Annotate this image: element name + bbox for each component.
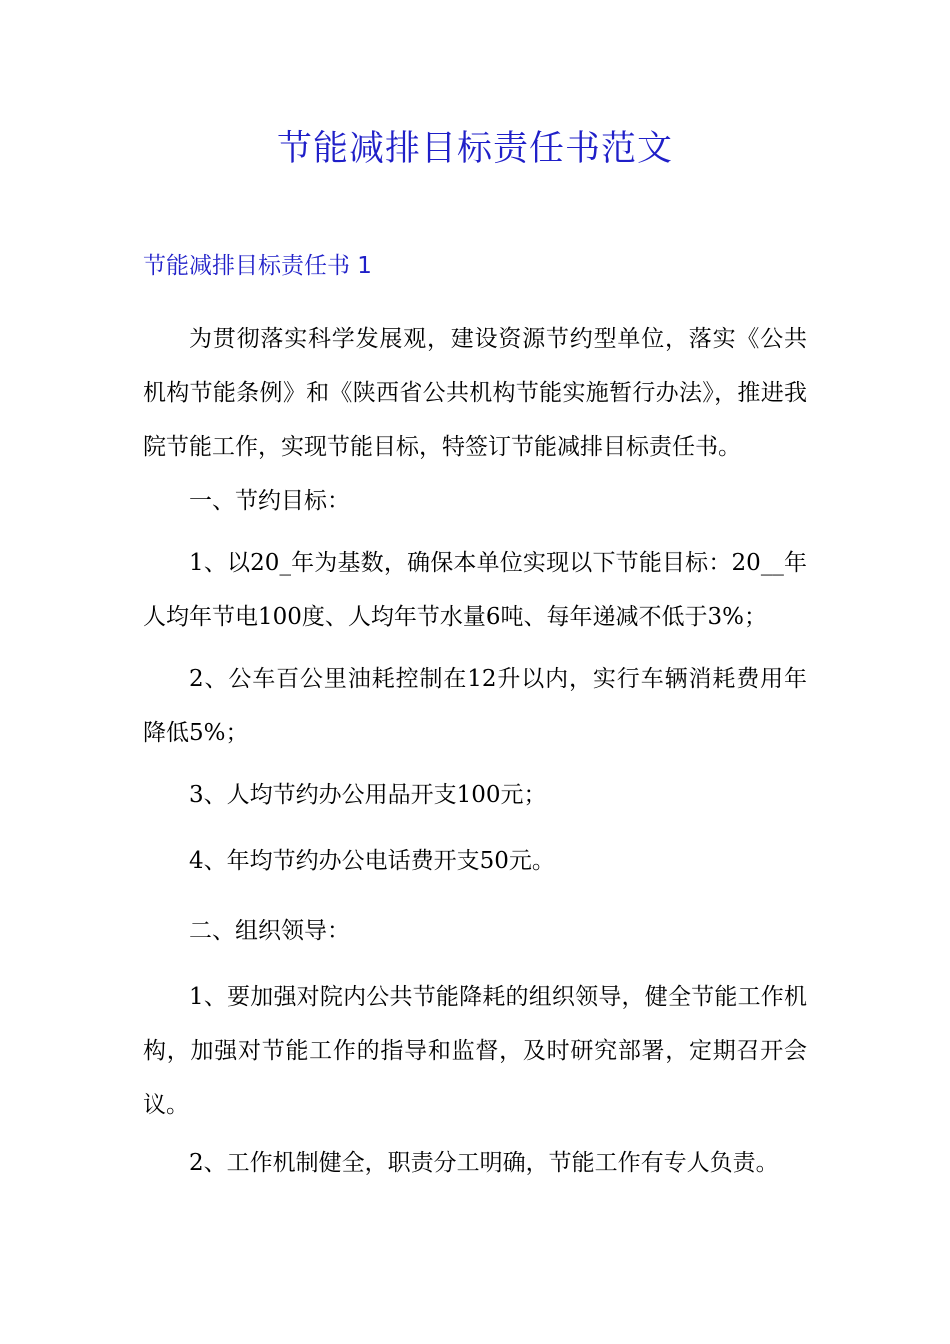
paragraph-section-one-heading: 一、节约目标：	[189, 488, 350, 514]
section-heading: 节能减排目标责任书 1	[143, 253, 372, 279]
paragraph-target-2: 2、公车百公里油耗控制在12升以内，实行车辆消耗费用年降低5%；	[143, 666, 807, 746]
paragraph-target-1: 1、以20_年为基数，确保本单位实现以下节能目标：20__年人均年节电100度、人均年节水量6吨、每年递减不低于3%；	[143, 550, 807, 630]
paragraph-target-4: 4、年均节约办公电话费开支50元。	[189, 848, 555, 874]
paragraph-intro: 为贯彻落实科学发展观，建设资源节约型单位，落实《公共机构节能条例》和《陕西省公共机构节能实施暂行办法》，推进我院节能工作，实现节能目标，特签订节能减排目标责任书。	[143, 326, 807, 460]
paragraph-organization-1: 1、要加强对院内公共节能降耗的组织领导，健全节能工作机构，加强对节能工作的指导和监督，及时研究部署，定期召开会议。	[143, 984, 807, 1118]
paragraph-target-3: 3、人均节约办公用品开支100元；	[189, 782, 547, 808]
document-title: 节能减排目标责任书范文	[276, 129, 673, 169]
paragraph-organization-2: 2、工作机制健全，职责分工明确，节能工作有专人负责。	[189, 1150, 779, 1176]
paragraph-section-two-heading: 二、组织领导：	[189, 918, 350, 944]
